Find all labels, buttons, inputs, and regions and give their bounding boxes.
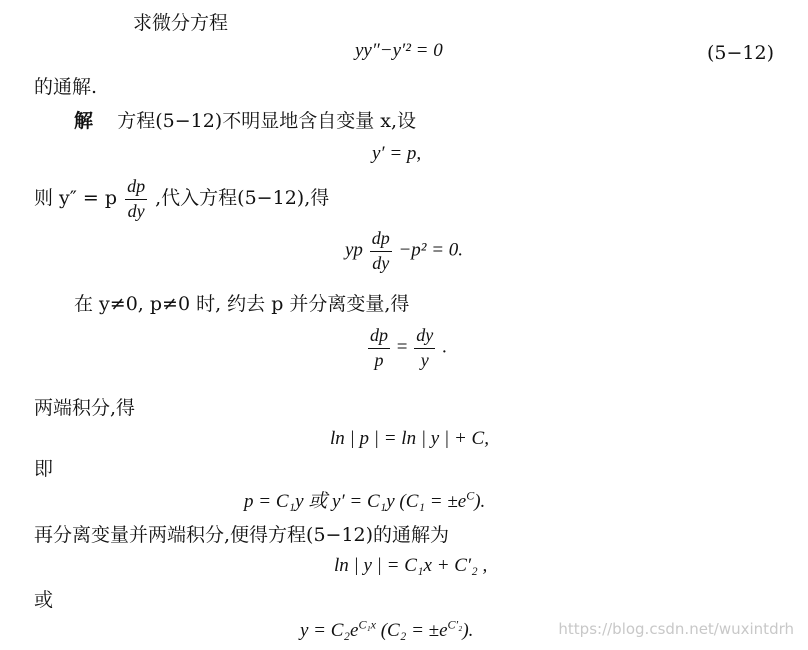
intro-text: 求微分方程 — [133, 12, 229, 34]
dy-over-y-denominator: y — [420, 349, 429, 370]
period: . — [441, 336, 447, 358]
equation-result — [345, 228, 463, 274]
equation-5-12: yy″−y′² = 0 — [355, 40, 443, 61]
solution-label: 解 — [74, 110, 94, 132]
dp-dy-denominator: dy — [127, 200, 145, 221]
final-mid: (C₂ = ±e — [375, 620, 448, 641]
log-general-equation: ln | y | = C₁x + C′₂ , — [334, 555, 488, 576]
solution-line — [74, 110, 416, 133]
final-exponent: C₁x — [358, 617, 376, 632]
dp-over-p-fraction — [368, 325, 390, 371]
dp-dy-numerator: dp — [125, 176, 147, 200]
substitution-equation: y′ = p, — [372, 143, 422, 164]
or-text: 或 — [34, 589, 54, 611]
dy-over-y-fraction — [414, 325, 435, 371]
relation-end: ). — [474, 491, 486, 512]
relation-text: p = C₁y 或 y′ = C₁y (C₁ = ±e — [244, 491, 467, 512]
solution-text: 方程(5−12)不明显地含自变量 x,设 — [117, 110, 417, 132]
equation-result-prefix: yp — [345, 239, 363, 261]
separated-equation — [366, 325, 447, 371]
dp-over-p-denominator: p — [374, 349, 384, 370]
final-text: y = C₂e — [300, 620, 359, 641]
dp-over-p-numerator: dp — [368, 325, 390, 349]
equation-result-fraction — [370, 228, 392, 274]
equation-result-numerator: dp — [370, 228, 392, 252]
equation-result-denominator: dy — [372, 252, 390, 273]
equation-number: (5−12) — [706, 42, 774, 64]
then-prefix: 则 y″ = p — [34, 187, 118, 210]
relation-equation — [244, 488, 486, 514]
equals-sign: = — [396, 336, 413, 358]
integrate-text: 两端积分,得 — [34, 397, 136, 419]
condition-text: 在 y≠0, p≠0 时, 约去 p 并分离变量,得 — [74, 293, 410, 315]
relation-exponent: C — [466, 488, 475, 503]
general-solution-text: 的通解. — [34, 76, 98, 98]
then-line — [34, 176, 329, 222]
final-exponent-2: C′₂ — [447, 617, 463, 632]
watermark-text: https://blog.csdn.net/wuxintdrh — [558, 620, 794, 638]
final-equation — [300, 617, 474, 643]
separate-again-text: 再分离变量并两端积分,便得方程(5−12)的通解为 — [34, 524, 450, 546]
equation-result-tail: −p² = 0. — [398, 239, 464, 261]
log-equation: ln | p | = ln | y | + C, — [330, 428, 489, 449]
final-end: ). — [462, 620, 474, 641]
then-suffix: ,代入方程(5−12),得 — [155, 187, 330, 210]
that-is-text: 即 — [34, 458, 54, 480]
dp-dy-fraction — [125, 176, 147, 222]
dy-over-y-numerator: dy — [414, 325, 435, 349]
